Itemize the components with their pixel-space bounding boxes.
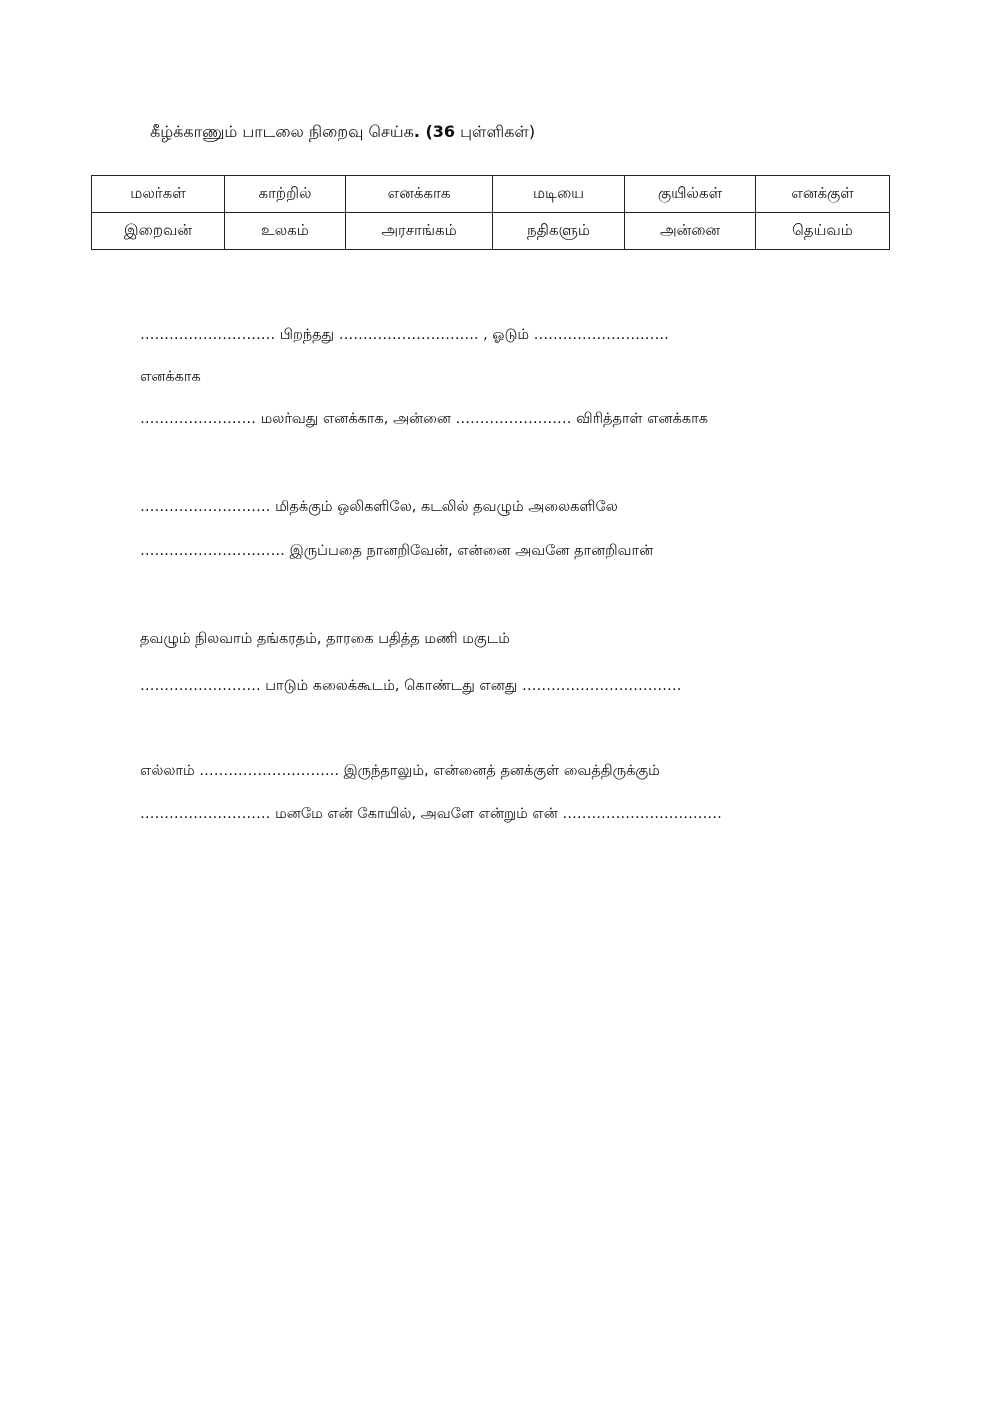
instruction-heading [150,122,535,143]
word-cell: அரசாங்கம் [346,213,493,250]
word-cell: குயில்கள் [625,176,756,213]
song-line: ……………………… மனமே என் கோயில், அவளே என்றும் என் …………………………… [140,806,722,822]
points-label: புள்ளிகள்) [460,122,536,141]
table-row [92,213,890,250]
word-cell: தெய்வம் [756,213,890,250]
word-cell: மலர்கள் [92,176,225,213]
word-cell: எனக்குள் [756,176,890,213]
song-line: …………………… மலர்வது எனக்காக, அன்னை …………………… விரித்தாள் எனக்காக [140,411,708,427]
song-line: ……………………… மிதக்கும் ஒலிகளிலே, கடலில் தவழும் அலைகளிலே [140,499,618,515]
song-line: ……………………. பாடும் கலைக்கூடம், கொண்டது எனது …………………………… [140,678,682,694]
word-cell: மடியை [493,176,625,213]
song-line: ………………………. பிறந்தது ……………………….. , ஓடும் ………………………. [140,327,669,343]
points-count: . (36 [413,122,456,141]
song-line: ………………………… இருப்பதை நானறிவேன், என்னை அவனே தானறிவான் [140,543,654,559]
song-line: எனக்காக [140,369,201,385]
word-cell: நதிகளும் [493,213,625,250]
word-cell: இறைவன் [92,213,225,250]
word-cell: அன்னை [625,213,756,250]
table-row [92,176,890,213]
instruction-text: கீழ்க்காணும் பாடலை நிறைவு செய்க [150,122,414,141]
song-line: எல்லாம் ……………………….. இருந்தாலும், என்னைத் தனக்குள் வைத்திருக்கும் [140,763,660,779]
song-line: தவழும் நிலவாம் தங்கரதம், தாரகை பதித்த மணி மகுடம் [140,631,510,647]
word-cell: உலகம் [225,213,346,250]
word-bank-table [91,175,890,250]
word-cell: எனக்காக [346,176,493,213]
word-cell: காற்றில் [225,176,346,213]
